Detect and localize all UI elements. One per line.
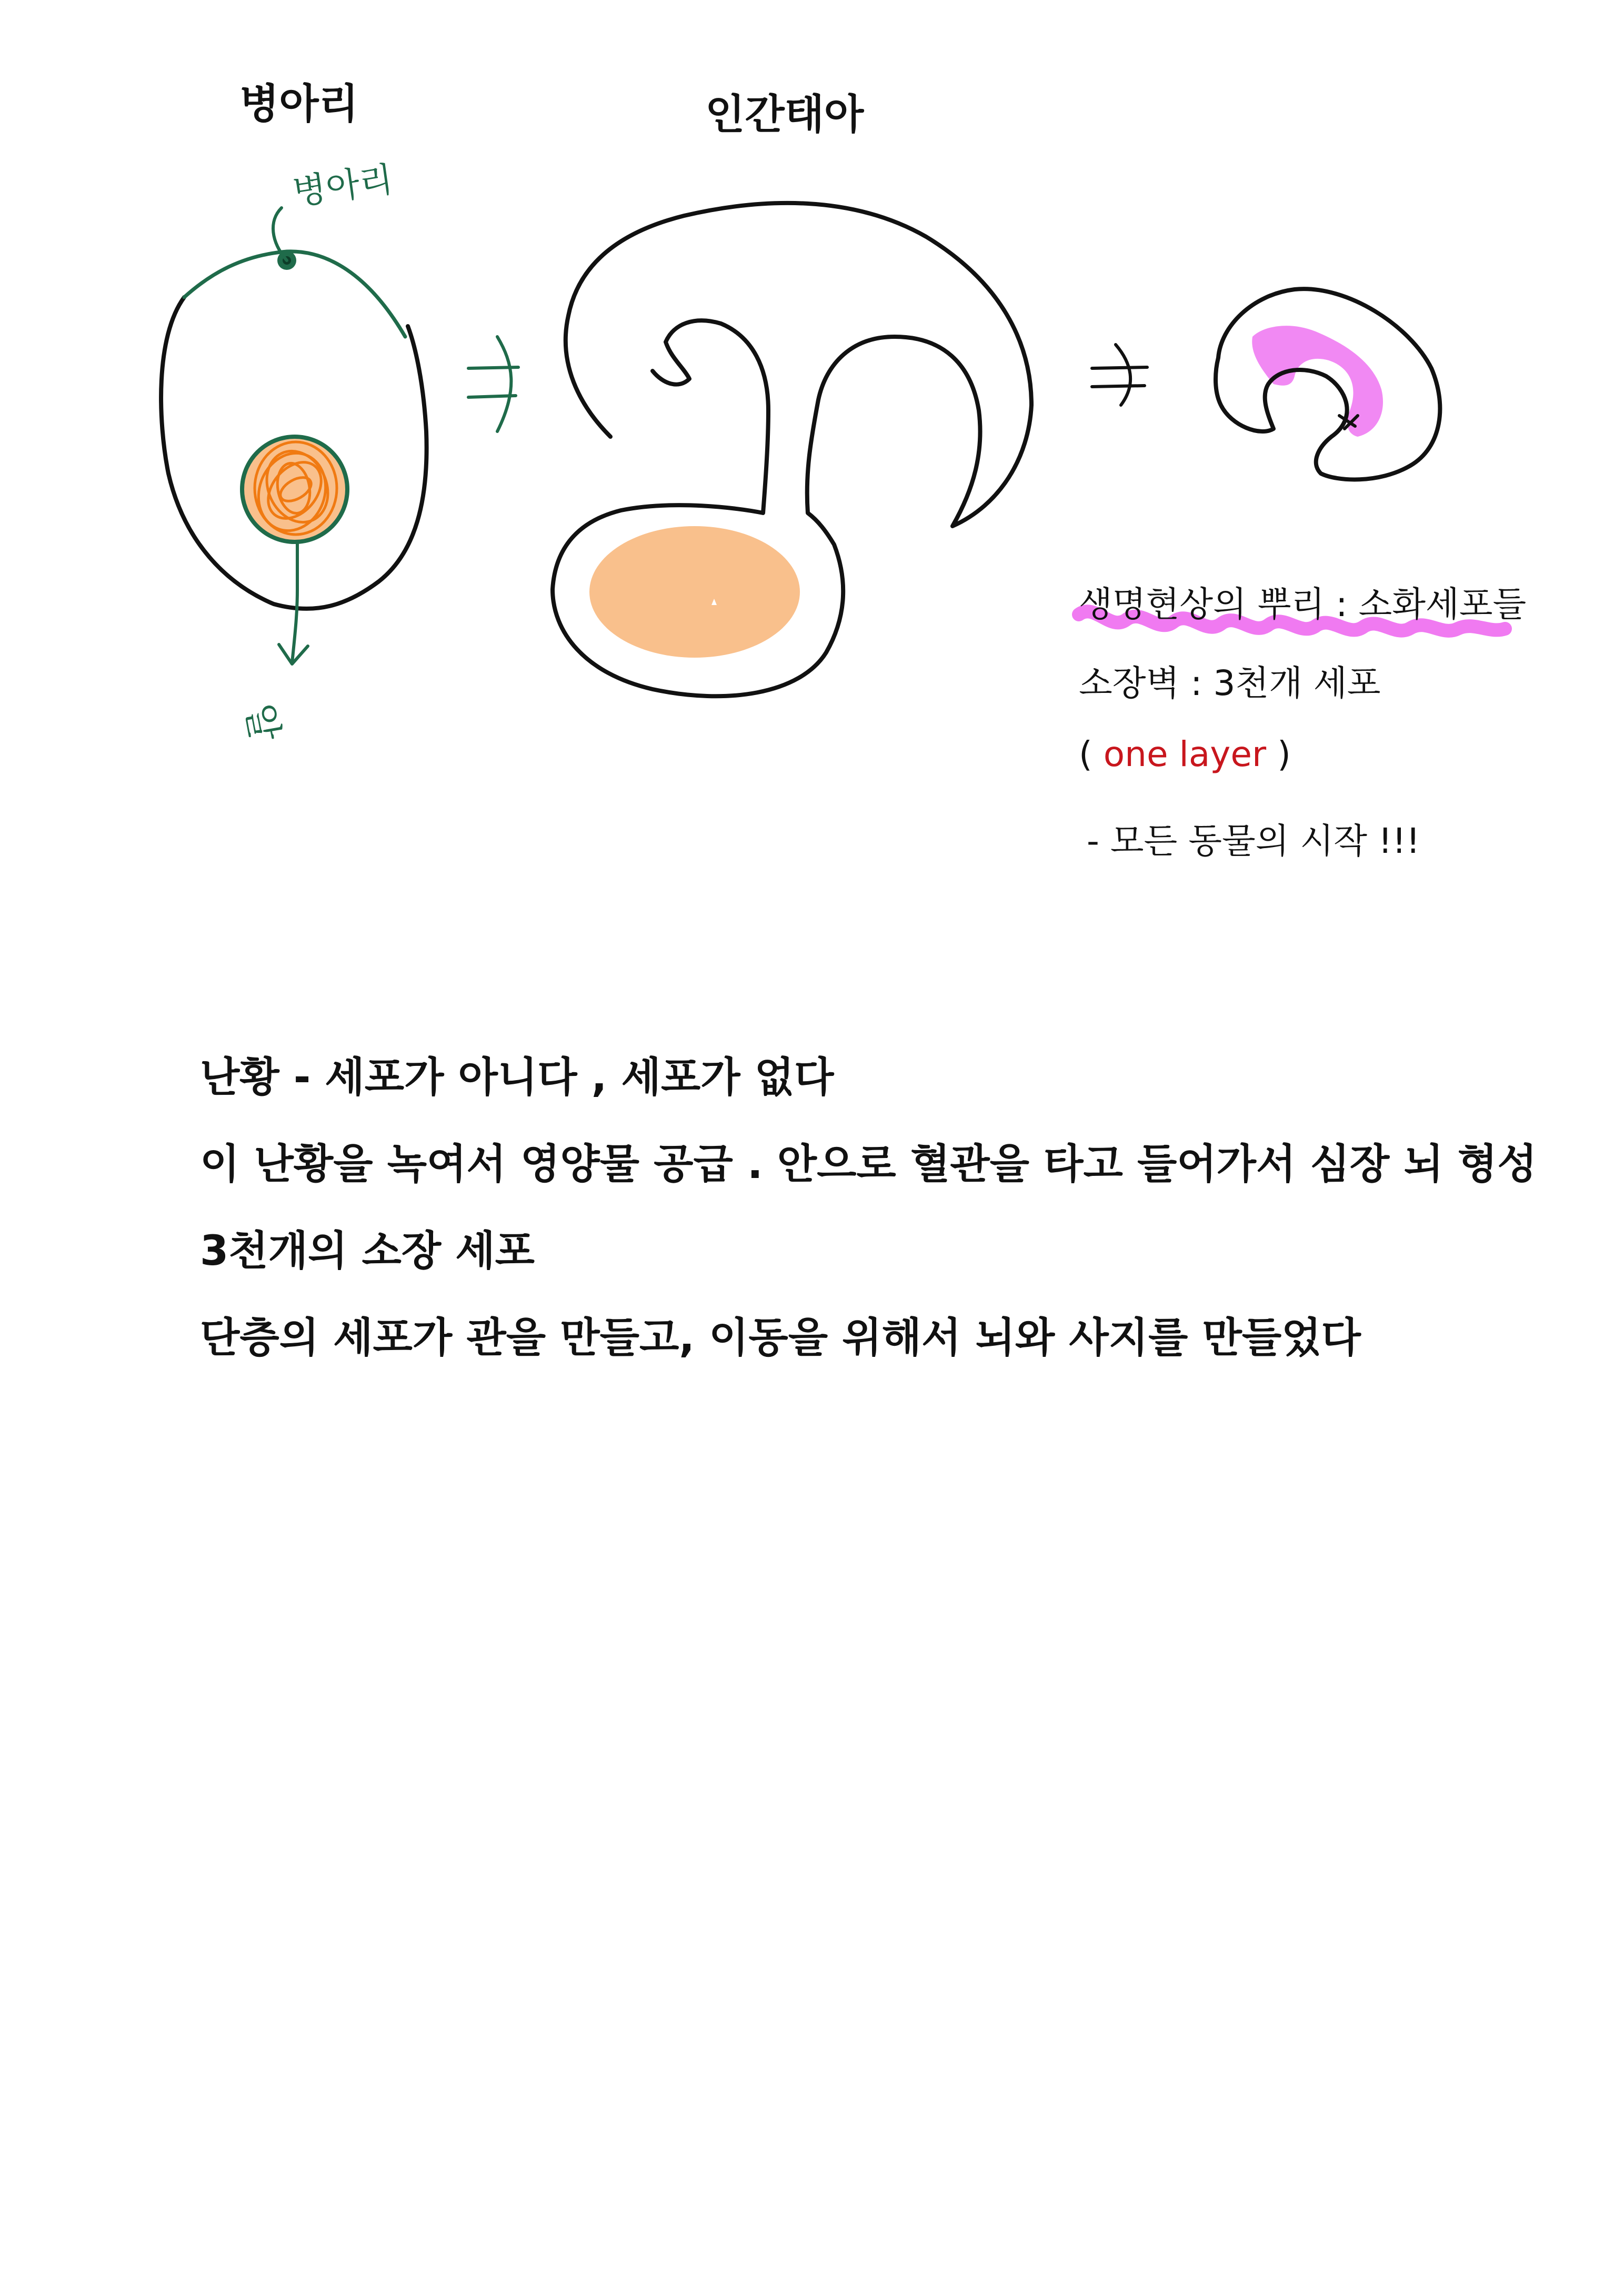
note-one-layer: one layer <box>1103 734 1267 774</box>
egg-drawing <box>161 208 427 664</box>
body-line-2: 이 난황을 녹여서 영양물 공급 . 안으로 혈관을 타고 들어가서 심장 뇌 형성 <box>200 1141 1537 1188</box>
body-line-3: 3천개의 소장 세포 <box>200 1227 535 1275</box>
body-line-1: 난황 - 세포가 아니다 , 세포가 없다 <box>200 1054 834 1101</box>
hand-label-egg: 알 <box>237 700 288 744</box>
note-line-3 <box>1079 734 1291 774</box>
note-line-1: 생명현상의 뿌리 : 소화세포들 <box>1079 584 1527 625</box>
note-line-2: 소장벽 : 3천개 세포 <box>1079 663 1381 703</box>
title-chick: 병아리 <box>239 80 359 128</box>
body-line-4: 단층의 세포가 관을 만들고, 이동을 위해서 뇌와 사지를 만들었다 <box>200 1314 1361 1362</box>
arrow-black-icon <box>1092 345 1147 405</box>
tube-embryo-drawing <box>1216 289 1440 479</box>
note-line-3-close: ) <box>1277 734 1291 774</box>
hand-label-chick: 병아리 <box>290 159 396 213</box>
title-embryo: 인간태아 <box>705 91 864 138</box>
note-line-4: - 모든 동물의 시작 !!! <box>1087 821 1420 861</box>
arrow-green-icon <box>468 337 518 431</box>
yolk-sac-shape <box>589 526 800 658</box>
note-line-3-open: ( <box>1079 734 1092 774</box>
